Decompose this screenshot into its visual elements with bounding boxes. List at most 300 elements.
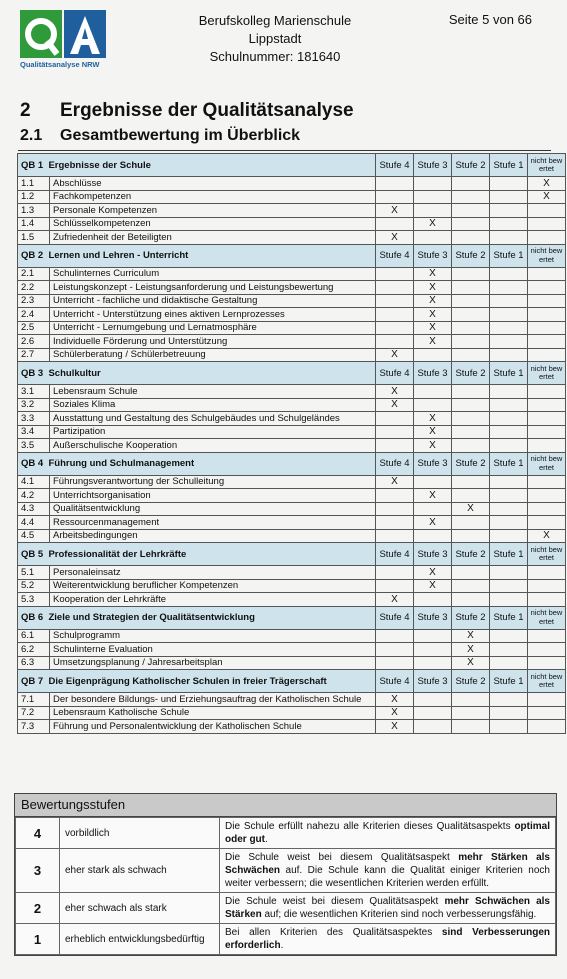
criterion-row xyxy=(18,281,566,295)
legend-row xyxy=(16,893,556,924)
rating-cell xyxy=(490,439,528,453)
rating-mark: X xyxy=(414,579,452,593)
legend-emphasis: mehr Schwächen als Stärken xyxy=(225,896,550,920)
criterion-row xyxy=(18,398,566,412)
group-title-cell xyxy=(18,543,376,566)
group-title: Lernen und Lehren - Unterricht xyxy=(48,250,189,261)
criterion-label: Qualitätsentwicklung xyxy=(50,502,376,516)
heading-divider xyxy=(18,150,551,151)
criterion-number: 4.3 xyxy=(18,502,50,516)
criterion-row xyxy=(18,308,566,322)
rating-cell xyxy=(376,516,414,530)
rating-mark: X xyxy=(414,425,452,439)
rating-cell xyxy=(490,516,528,530)
qa-logo-icon xyxy=(20,10,110,60)
rating-mark: X xyxy=(414,217,452,231)
criterion-label: Leistungskonzept - Leistungsanforderung und Leistungsbewertung xyxy=(50,281,376,295)
criterion-label: Führung und Personalentwicklung der Katholischen Schule xyxy=(50,720,376,734)
rating-cell xyxy=(490,706,528,720)
rating-mark: X xyxy=(452,643,490,657)
document-header xyxy=(180,12,370,66)
criterion-number: 1.1 xyxy=(18,177,50,191)
rating-mark: X xyxy=(414,267,452,281)
criterion-number: 4.1 xyxy=(18,475,50,489)
column-not-rated: nicht bew ertet xyxy=(528,452,566,475)
rating-cell xyxy=(414,629,452,643)
legend-label: eher stark als schwach xyxy=(60,849,220,893)
group-id: QB 6 xyxy=(21,612,44,623)
rating-cell xyxy=(528,425,566,439)
criterion-number: 7.3 xyxy=(18,720,50,734)
rating-cell xyxy=(452,217,490,231)
rating-cell xyxy=(452,489,490,503)
rating-cell xyxy=(414,231,452,245)
rating-cell xyxy=(452,348,490,362)
rating-cell xyxy=(452,516,490,530)
legend-level: 3 xyxy=(16,849,60,893)
rating-cell xyxy=(414,190,452,204)
criterion-number: 4.4 xyxy=(18,516,50,530)
legend-text: Die Schule erfüllt nahezu alle Kriterien dieses Qualitätsaspekts xyxy=(225,821,515,832)
rating-cell xyxy=(490,656,528,670)
rating-cell xyxy=(490,204,528,218)
rating-cell xyxy=(490,489,528,503)
rating-mark: X xyxy=(414,489,452,503)
rating-cell xyxy=(528,398,566,412)
rating-cell xyxy=(376,489,414,503)
criterion-row xyxy=(18,294,566,308)
rating-cell xyxy=(528,412,566,426)
criterion-number: 3.2 xyxy=(18,398,50,412)
criterion-number: 6.2 xyxy=(18,643,50,657)
rating-cell xyxy=(452,177,490,191)
subsection-number: 2.1 xyxy=(20,127,43,144)
criterion-row xyxy=(18,566,566,580)
rating-cell xyxy=(528,204,566,218)
group-title-cell xyxy=(18,362,376,385)
group-title: Die Eigenprägung Katholischer Schulen in freier Trägerschaft xyxy=(48,675,327,687)
group-title: Professionalität der Lehrkräfte xyxy=(48,548,187,560)
school-number: Schulnummer: 181640 xyxy=(209,49,341,64)
rating-mark: X xyxy=(376,720,414,734)
column-stufe: Stufe 1 xyxy=(490,543,528,566)
legend-row xyxy=(16,924,556,955)
legend-text: . xyxy=(265,834,268,845)
criterion-row xyxy=(18,231,566,245)
criterion-label: Schulprogramm xyxy=(50,629,376,643)
column-not-rated: nicht bew ertet xyxy=(528,670,566,693)
rating-cell xyxy=(490,308,528,322)
rating-cell xyxy=(528,629,566,643)
rating-cell xyxy=(414,502,452,516)
criterion-row xyxy=(18,593,566,607)
criterion-row xyxy=(18,335,566,349)
column-stufe: Stufe 4 xyxy=(376,154,414,177)
criterion-number: 1.4 xyxy=(18,217,50,231)
column-stufe: Stufe 4 xyxy=(376,452,414,475)
rating-cell xyxy=(452,529,490,543)
rating-mark: X xyxy=(376,593,414,607)
rating-cell xyxy=(452,720,490,734)
rating-cell xyxy=(490,412,528,426)
school-city: Lippstadt xyxy=(248,31,302,46)
rating-cell xyxy=(376,629,414,643)
rating-cell xyxy=(414,177,452,191)
criterion-label: Lebensraum Schule xyxy=(50,385,376,399)
criterion-row xyxy=(18,321,566,335)
rating-cell xyxy=(490,321,528,335)
rating-cell xyxy=(490,425,528,439)
rating-cell xyxy=(490,566,528,580)
criterion-number: 4.5 xyxy=(18,529,50,543)
rating-cell xyxy=(528,294,566,308)
column-not-rated: nicht bew ertet xyxy=(528,606,566,629)
criterion-label: Unterrichtsorganisation xyxy=(50,489,376,503)
legend-text: Die Schule weist bei diesem Qualitätsaspekt xyxy=(225,896,445,907)
rating-cell xyxy=(490,693,528,707)
rating-cell xyxy=(528,217,566,231)
rating-cell xyxy=(376,335,414,349)
criterion-label: Schlüsselkompetenzen xyxy=(50,217,376,231)
rating-cell xyxy=(376,267,414,281)
legend-emphasis: mehr Stärken als Schwächen xyxy=(225,852,550,876)
legend-text: Die Schule weist bei diesem Qualitätsaspekt xyxy=(225,852,459,863)
rating-mark: X xyxy=(414,308,452,322)
criterion-row xyxy=(18,720,566,734)
criterion-row xyxy=(18,217,566,231)
rating-cell xyxy=(528,502,566,516)
column-stufe: Stufe 4 xyxy=(376,362,414,385)
column-not-rated: nicht bew ertet xyxy=(528,244,566,267)
criterion-label: Unterricht - fachliche und didaktische Gestaltung xyxy=(50,294,376,308)
rating-cell xyxy=(376,643,414,657)
rating-cell xyxy=(452,204,490,218)
rating-cell xyxy=(490,502,528,516)
criterion-row xyxy=(18,475,566,489)
rating-cell xyxy=(414,643,452,657)
criterion-number: 2.3 xyxy=(18,294,50,308)
criterion-label: Unterricht - Unterstützung eines aktiven Lernprozesses xyxy=(50,308,376,322)
legend-description xyxy=(220,893,556,924)
legend-text: auf. Die Schule kann die Qualität einiger Kriterien noch weiter verbessern; die wesentlichen Kriterien werden erfüllt. xyxy=(225,865,550,889)
rating-cell xyxy=(528,439,566,453)
rating-cell xyxy=(452,425,490,439)
group-id: QB 3 xyxy=(21,367,44,379)
criterion-row xyxy=(18,706,566,720)
group-title-cell xyxy=(18,452,376,475)
criterion-label: Personaleinsatz xyxy=(50,566,376,580)
rating-cell xyxy=(452,398,490,412)
legend-label: vorbildlich xyxy=(60,818,220,849)
rating-cell xyxy=(414,529,452,543)
rating-cell xyxy=(528,566,566,580)
rating-cell xyxy=(414,385,452,399)
criterion-label: Arbeitsbedingungen xyxy=(50,529,376,543)
legend-row xyxy=(16,818,556,849)
group-header-row xyxy=(18,543,566,566)
rating-mark: X xyxy=(414,335,452,349)
criterion-label: Der besondere Bildungs- und Erziehungsauftrag der Katholischen Schule xyxy=(50,693,376,707)
page-number: Seite 5 von 66 xyxy=(448,12,532,27)
rating-cell xyxy=(414,204,452,218)
criterion-row xyxy=(18,693,566,707)
rating-cell xyxy=(414,593,452,607)
criterion-label: Soziales Klima xyxy=(50,398,376,412)
rating-cell xyxy=(452,475,490,489)
criterion-number: 3.1 xyxy=(18,385,50,399)
criterion-number: 7.1 xyxy=(18,693,50,707)
rating-cell xyxy=(528,643,566,657)
legend-text: Bei allen Kriterien des Qualitätsaspektes xyxy=(225,927,442,938)
criterion-row xyxy=(18,425,566,439)
rating-cell xyxy=(452,693,490,707)
group-title-cell xyxy=(18,244,376,267)
criterion-number: 6.1 xyxy=(18,629,50,643)
rating-mark: X xyxy=(414,439,452,453)
criterion-number: 5.3 xyxy=(18,593,50,607)
rating-cell xyxy=(528,706,566,720)
rating-cell xyxy=(490,231,528,245)
criterion-label: Weiterentwicklung beruflicher Kompetenzen xyxy=(50,579,376,593)
rating-cell xyxy=(376,177,414,191)
rating-cell xyxy=(452,335,490,349)
rating-cell xyxy=(452,412,490,426)
criterion-number: 2.6 xyxy=(18,335,50,349)
group-id: QB 7 xyxy=(21,675,44,687)
criterion-row xyxy=(18,348,566,362)
column-stufe: Stufe 1 xyxy=(490,452,528,475)
rating-mark: X xyxy=(414,412,452,426)
criterion-label: Ressourcenmanagement xyxy=(50,516,376,530)
column-stufe: Stufe 3 xyxy=(414,244,452,267)
rating-cell xyxy=(490,385,528,399)
rating-mark: X xyxy=(528,190,566,204)
column-stufe: Stufe 3 xyxy=(414,154,452,177)
rating-cell xyxy=(376,579,414,593)
legend-description xyxy=(220,849,556,893)
group-title-cell xyxy=(18,670,376,693)
criterion-label: Zufriedenheit der Beteiligten xyxy=(50,231,376,245)
rating-mark: X xyxy=(414,294,452,308)
qa-nrw-logo xyxy=(20,10,110,72)
subsection-heading xyxy=(20,127,300,145)
column-stufe: Stufe 3 xyxy=(414,362,452,385)
criterion-label: Unterricht - Lernumgebung und Lernatmosphäre xyxy=(50,321,376,335)
group-id: QB 1 xyxy=(21,159,44,171)
subsection-title: Gesamtbewertung im Überblick xyxy=(60,127,301,144)
criterion-label: Individuelle Förderung und Unterstützung xyxy=(50,335,376,349)
rating-cell xyxy=(490,267,528,281)
rating-cell xyxy=(490,348,528,362)
rating-cell xyxy=(490,720,528,734)
rating-cell xyxy=(452,308,490,322)
group-header-row xyxy=(18,670,566,693)
column-stufe: Stufe 1 xyxy=(490,606,528,629)
rating-cell xyxy=(528,693,566,707)
rating-cell xyxy=(414,706,452,720)
rating-cell xyxy=(376,190,414,204)
rating-legend xyxy=(14,793,557,956)
criterion-row xyxy=(18,529,566,543)
criterion-number: 1.5 xyxy=(18,231,50,245)
rating-cell xyxy=(376,502,414,516)
rating-cell xyxy=(452,190,490,204)
column-stufe: Stufe 3 xyxy=(414,543,452,566)
criterion-row xyxy=(18,502,566,516)
rating-cell xyxy=(528,385,566,399)
rating-cell xyxy=(452,385,490,399)
rating-cell xyxy=(452,294,490,308)
legend-text: auf; die wesentlichen Kriterien sind noch verbesserungsfähig. xyxy=(261,909,537,920)
group-id: QB 4 xyxy=(21,458,44,469)
column-stufe: Stufe 3 xyxy=(414,606,452,629)
rating-cell xyxy=(528,475,566,489)
rating-cell xyxy=(528,656,566,670)
rating-cell xyxy=(490,190,528,204)
criterion-row xyxy=(18,643,566,657)
criterion-label: Fachkompetenzen xyxy=(50,190,376,204)
group-title: Schulkultur xyxy=(48,367,101,379)
rating-cell xyxy=(490,579,528,593)
legend-level: 1 xyxy=(16,924,60,955)
criterion-number: 1.2 xyxy=(18,190,50,204)
legend-text: . xyxy=(280,940,284,951)
column-stufe: Stufe 2 xyxy=(452,543,490,566)
criterion-row xyxy=(18,177,566,191)
rating-cell xyxy=(528,231,566,245)
criterion-row xyxy=(18,267,566,281)
group-header-row xyxy=(18,362,566,385)
criterion-label: Partizipation xyxy=(50,425,376,439)
legend-label: erheblich entwicklungsbedürftig xyxy=(60,924,220,955)
criterion-label: Schülerberatung / Schülerbetreuung xyxy=(50,348,376,362)
rating-mark: X xyxy=(528,177,566,191)
criterion-number: 2.7 xyxy=(18,348,50,362)
column-not-rated: nicht bew ertet xyxy=(528,543,566,566)
rating-cell xyxy=(528,281,566,295)
rating-mark: X xyxy=(376,385,414,399)
column-stufe: Stufe 4 xyxy=(376,543,414,566)
column-stufe: Stufe 4 xyxy=(376,244,414,267)
criterion-number: 5.1 xyxy=(18,566,50,580)
rating-cell xyxy=(376,425,414,439)
rating-cell xyxy=(452,593,490,607)
column-stufe: Stufe 1 xyxy=(490,670,528,693)
criterion-number: 7.2 xyxy=(18,706,50,720)
section-number: 2 xyxy=(20,100,31,121)
column-stufe: Stufe 2 xyxy=(452,154,490,177)
rating-mark: X xyxy=(528,529,566,543)
criterion-number: 1.3 xyxy=(18,204,50,218)
column-stufe: Stufe 2 xyxy=(452,606,490,629)
criterion-label: Führungsverantwortung der Schulleitung xyxy=(50,475,376,489)
rating-cell xyxy=(490,398,528,412)
criterion-label: Schulinternes Curriculum xyxy=(50,267,376,281)
criterion-row xyxy=(18,516,566,530)
rating-cell xyxy=(452,321,490,335)
logo-caption: Qualitätsanalyse NRW xyxy=(20,60,100,69)
group-header-row xyxy=(18,452,566,475)
rating-cell xyxy=(452,281,490,295)
criterion-row xyxy=(18,489,566,503)
rating-cell xyxy=(414,720,452,734)
rating-mark: X xyxy=(376,398,414,412)
rating-cell xyxy=(452,566,490,580)
column-stufe: Stufe 2 xyxy=(452,362,490,385)
criterion-number: 2.4 xyxy=(18,308,50,322)
rating-cell xyxy=(490,281,528,295)
rating-cell xyxy=(376,281,414,295)
criterion-number: 5.2 xyxy=(18,579,50,593)
criterion-row xyxy=(18,629,566,643)
group-title: Führung und Schulmanagement xyxy=(48,458,195,469)
rating-cell xyxy=(414,693,452,707)
legend-description xyxy=(220,818,556,849)
criterion-number: 3.5 xyxy=(18,439,50,453)
rating-cell xyxy=(528,348,566,362)
legend-level: 4 xyxy=(16,818,60,849)
rating-cell xyxy=(376,217,414,231)
column-not-rated: nicht bew ertet xyxy=(528,154,566,177)
rating-cell xyxy=(528,321,566,335)
criterion-number: 3.4 xyxy=(18,425,50,439)
group-title: Ziele und Strategien der Qualitätsentwicklung xyxy=(48,612,255,623)
column-stufe: Stufe 4 xyxy=(376,670,414,693)
group-title: Ergebnisse der Schule xyxy=(48,159,151,171)
rating-cell xyxy=(376,294,414,308)
rating-cell xyxy=(452,231,490,245)
criterion-label: Ausstattung und Gestaltung des Schulgebäudes und Schulgeländes xyxy=(50,412,376,426)
rating-mark: X xyxy=(452,629,490,643)
group-header-row xyxy=(18,606,566,629)
column-stufe: Stufe 3 xyxy=(414,452,452,475)
section-heading xyxy=(20,100,354,122)
criterion-row xyxy=(18,190,566,204)
rating-mark: X xyxy=(414,566,452,580)
criterion-number: 2.5 xyxy=(18,321,50,335)
legend-level: 2 xyxy=(16,893,60,924)
column-stufe: Stufe 2 xyxy=(452,452,490,475)
quality-overview-table xyxy=(17,153,566,734)
criterion-row xyxy=(18,579,566,593)
rating-mark: X xyxy=(452,502,490,516)
criterion-label: Abschlüsse xyxy=(50,177,376,191)
group-id: QB 2 xyxy=(21,250,44,261)
rating-mark: X xyxy=(414,321,452,335)
rating-cell xyxy=(490,294,528,308)
column-not-rated: nicht bew ertet xyxy=(528,362,566,385)
legend-emphasis: optimal oder gut xyxy=(225,821,550,845)
rating-mark: X xyxy=(376,204,414,218)
rating-cell xyxy=(528,579,566,593)
criterion-label: Schulinterne Evaluation xyxy=(50,643,376,657)
rating-cell xyxy=(414,475,452,489)
rating-cell xyxy=(528,335,566,349)
rating-mark: X xyxy=(376,348,414,362)
rating-cell xyxy=(490,177,528,191)
rating-cell xyxy=(414,348,452,362)
rating-cell xyxy=(528,593,566,607)
rating-cell xyxy=(490,529,528,543)
column-stufe: Stufe 1 xyxy=(490,154,528,177)
section-title: Ergebnisse der Qualitätsanalyse xyxy=(60,100,354,121)
column-stufe: Stufe 1 xyxy=(490,362,528,385)
rating-cell xyxy=(490,643,528,657)
rating-cell xyxy=(376,656,414,670)
column-stufe: Stufe 1 xyxy=(490,244,528,267)
rating-mark: X xyxy=(414,516,452,530)
rating-cell xyxy=(414,398,452,412)
